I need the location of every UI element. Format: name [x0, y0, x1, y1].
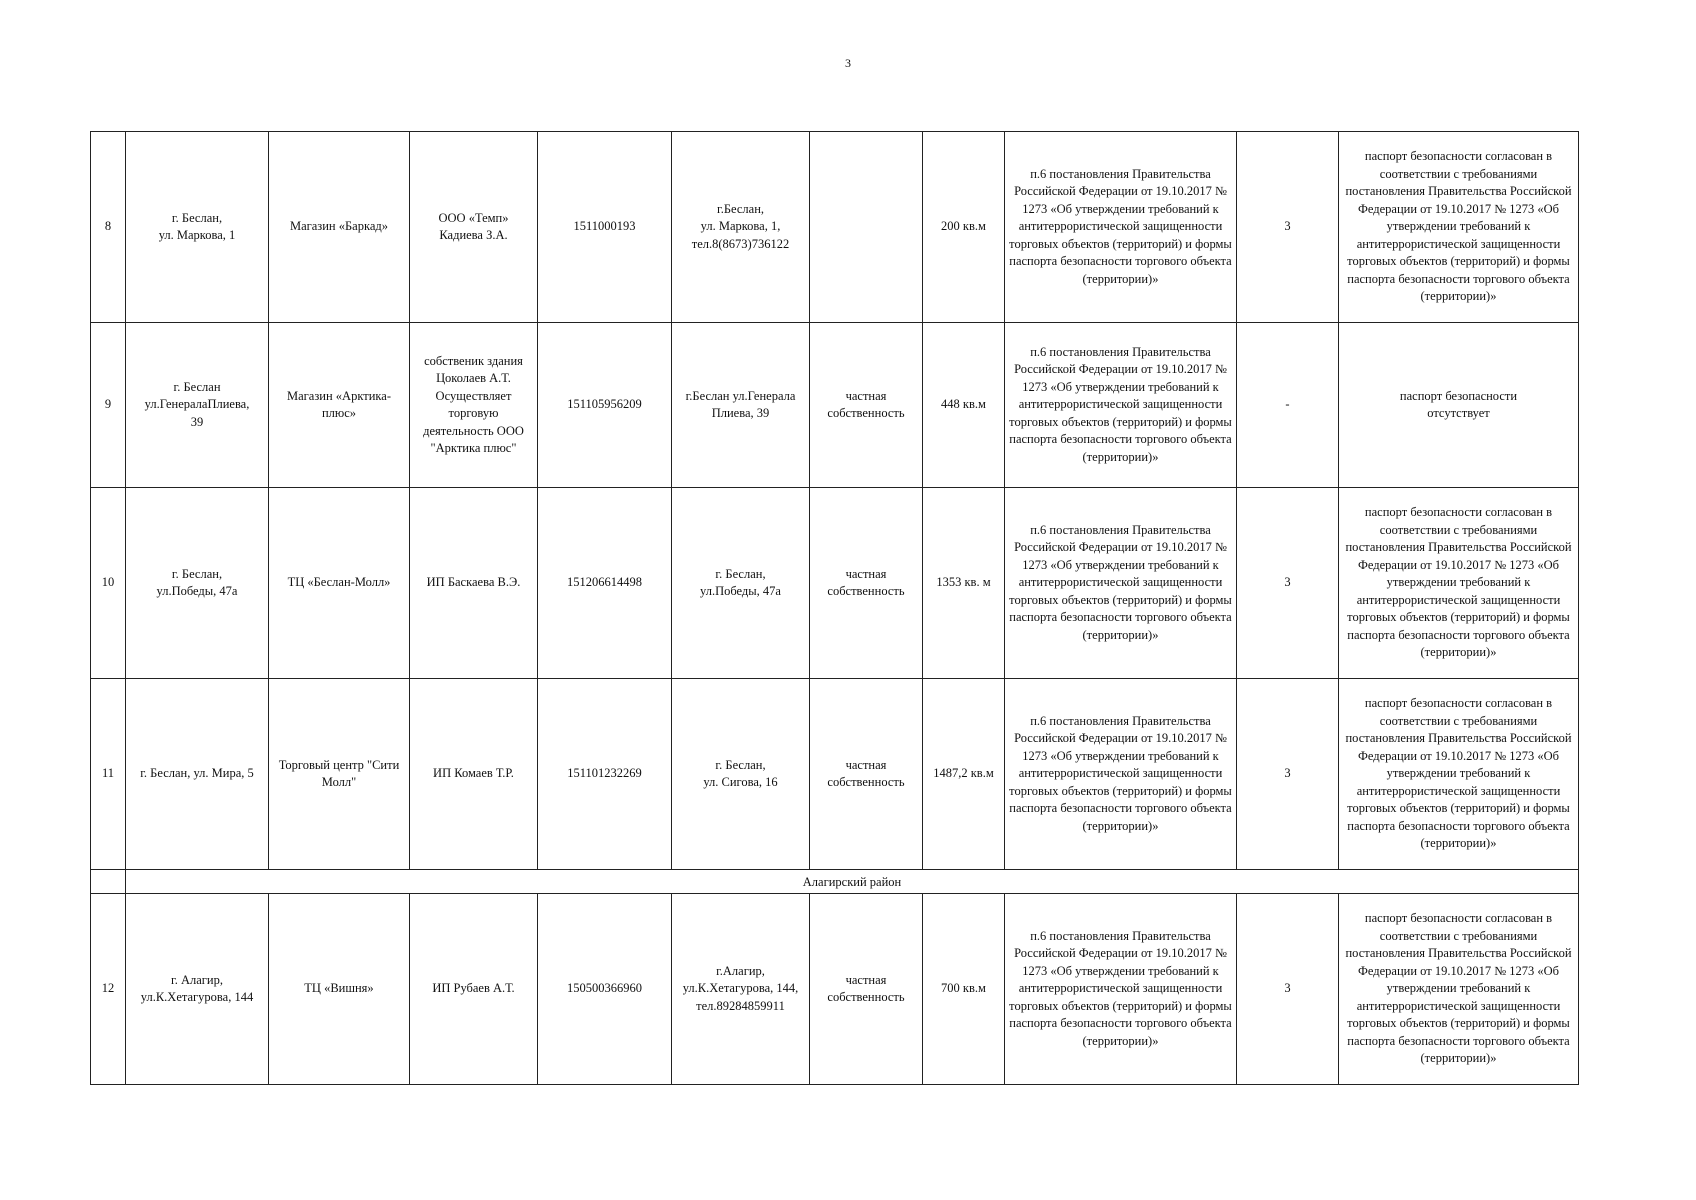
section-title: Алагирский район: [126, 870, 1579, 894]
object-address: г. Беслан, ул. Маркова, 1: [126, 132, 269, 323]
ownership-form: частная собственность: [810, 679, 923, 870]
object-area: 700 кв.м: [923, 894, 1005, 1085]
owner-location: г. Беслан, ул. Сигова, 16: [672, 679, 810, 870]
table-row: [91, 132, 1579, 323]
ownership-form: [810, 132, 923, 323]
object-inn: 1511000193: [538, 132, 672, 323]
legal-basis: п.6 постановления Правительства Российской Федерации от 19.10.2017 № 1273 «Об утверждении требований к антитеррористической защищенности торговых объектов (территорий) и формы паспорта безопасности торгового объекта (территории)»: [1005, 488, 1237, 679]
ownership-form: частная собственность: [810, 894, 923, 1085]
passport-status: паспорт безопасности согласован в соответствии с требованиями постановления Правительства Российской Федерации от 19.10.2017 № 1273 «Об утверждении требований к антитеррористической защищенности торговых объектов (территорий) и формы паспорта безопасности торгового объекта (территории)»: [1339, 679, 1579, 870]
object-area: 1353 кв. м: [923, 488, 1005, 679]
passport-status: паспорт безопасности согласован в соответствии с требованиями постановления Правительства Российской Федерации от 19.10.2017 № 1273 «Об утверждении требований к антитеррористической защищенности торговых объектов (территорий) и формы паспорта безопасности торгового объекта (территории)»: [1339, 894, 1579, 1085]
passport-status: паспорт безопасности согласован в соответствии с требованиями постановления Правительства Российской Федерации от 19.10.2017 № 1273 «Об утверждении требований к антитеррористической защищенности торговых объектов (территорий) и формы паспорта безопасности торгового объекта (территории)»: [1339, 488, 1579, 679]
object-area: 1487,2 кв.м: [923, 679, 1005, 870]
object-inn: 150500366960: [538, 894, 672, 1085]
owner-location: г.Алагир, ул.К.Хетагурова, 144, тел.89284859911: [672, 894, 810, 1085]
object-name: Торговый центр "Сити Молл": [269, 679, 410, 870]
object-name: Магазин «Арктика-плюс»: [269, 323, 410, 488]
section-row: [91, 870, 1579, 894]
object-owner: ИП Комаев Т.Р.: [410, 679, 538, 870]
object-inn: 151206614498: [538, 488, 672, 679]
owner-location: г.Беслан ул.Генерала Плиева, 39: [672, 323, 810, 488]
owner-location: г.Беслан, ул. Маркова, 1, тел.8(8673)736122: [672, 132, 810, 323]
object-category: 3: [1237, 488, 1339, 679]
object-name: ТЦ «Вишня»: [269, 894, 410, 1085]
row-number: 12: [91, 894, 126, 1085]
row-number: 11: [91, 679, 126, 870]
object-name: ТЦ «Беслан-Молл»: [269, 488, 410, 679]
section-spacer: [91, 870, 126, 894]
object-area: 448 кв.м: [923, 323, 1005, 488]
legal-basis: п.6 постановления Правительства Российской Федерации от 19.10.2017 № 1273 «Об утверждении требований к антитеррористической защищенности торговых объектов (территорий) и формы паспорта безопасности торгового объекта (территории)»: [1005, 132, 1237, 323]
legal-basis: п.6 постановления Правительства Российской Федерации от 19.10.2017 № 1273 «Об утверждении требований к антитеррористической защищенности торговых объектов (территорий) и формы паспорта безопасности торгового объекта (территории)»: [1005, 679, 1237, 870]
object-address: г. Беслан, ул.Победы, 47а: [126, 488, 269, 679]
object-category: 3: [1237, 132, 1339, 323]
table-row: [91, 488, 1579, 679]
object-inn: 151101232269: [538, 679, 672, 870]
legal-basis: п.6 постановления Правительства Российской Федерации от 19.10.2017 № 1273 «Об утверждении требований к антитеррористической защищенности торговых объектов (территорий) и формы паспорта безопасности торгового объекта (территории)»: [1005, 323, 1237, 488]
page-number: 3: [845, 56, 851, 70]
object-inn: 151105956209: [538, 323, 672, 488]
object-category: -: [1237, 323, 1339, 488]
row-number: 10: [91, 488, 126, 679]
row-number: 8: [91, 132, 126, 323]
object-owner: собственик здания Цоколаев А.Т. Осуществляет торговую деятельность ООО "Арктика плюс": [410, 323, 538, 488]
passport-status: паспорт безопасности отсутствует: [1339, 323, 1579, 488]
row-number: 9: [91, 323, 126, 488]
object-category: 3: [1237, 894, 1339, 1085]
table-row: [91, 679, 1579, 870]
objects-table: [90, 131, 1579, 1085]
object-address: г. Беслан, ул. Мира, 5: [126, 679, 269, 870]
object-address: г. Алагир, ул.К.Хетагурова, 144: [126, 894, 269, 1085]
table-row: [91, 894, 1579, 1085]
legal-basis: п.6 постановления Правительства Российской Федерации от 19.10.2017 № 1273 «Об утверждении требований к антитеррористической защищенности торговых объектов (территорий) и формы паспорта безопасности торгового объекта (территории)»: [1005, 894, 1237, 1085]
object-category: 3: [1237, 679, 1339, 870]
object-address: г. Беслан ул.ГенералаПлиева, 39: [126, 323, 269, 488]
object-owner: ИП Баскаева В.Э.: [410, 488, 538, 679]
ownership-form: частная собственность: [810, 488, 923, 679]
table-row: [91, 323, 1579, 488]
object-area: 200 кв.м: [923, 132, 1005, 323]
passport-status: паспорт безопасности согласован в соответствии с требованиями постановления Правительства Российской Федерации от 19.10.2017 № 1273 «Об утверждении требований к антитеррористической защищенности торговых объектов (территорий) и формы паспорта безопасности торгового объекта (территории)»: [1339, 132, 1579, 323]
object-name: Магазин «Баркад»: [269, 132, 410, 323]
owner-location: г. Беслан, ул.Победы, 47а: [672, 488, 810, 679]
object-owner: ИП Рубаев А.Т.: [410, 894, 538, 1085]
ownership-form: частная собственность: [810, 323, 923, 488]
object-owner: ООО «Темп» Кадиева З.А.: [410, 132, 538, 323]
